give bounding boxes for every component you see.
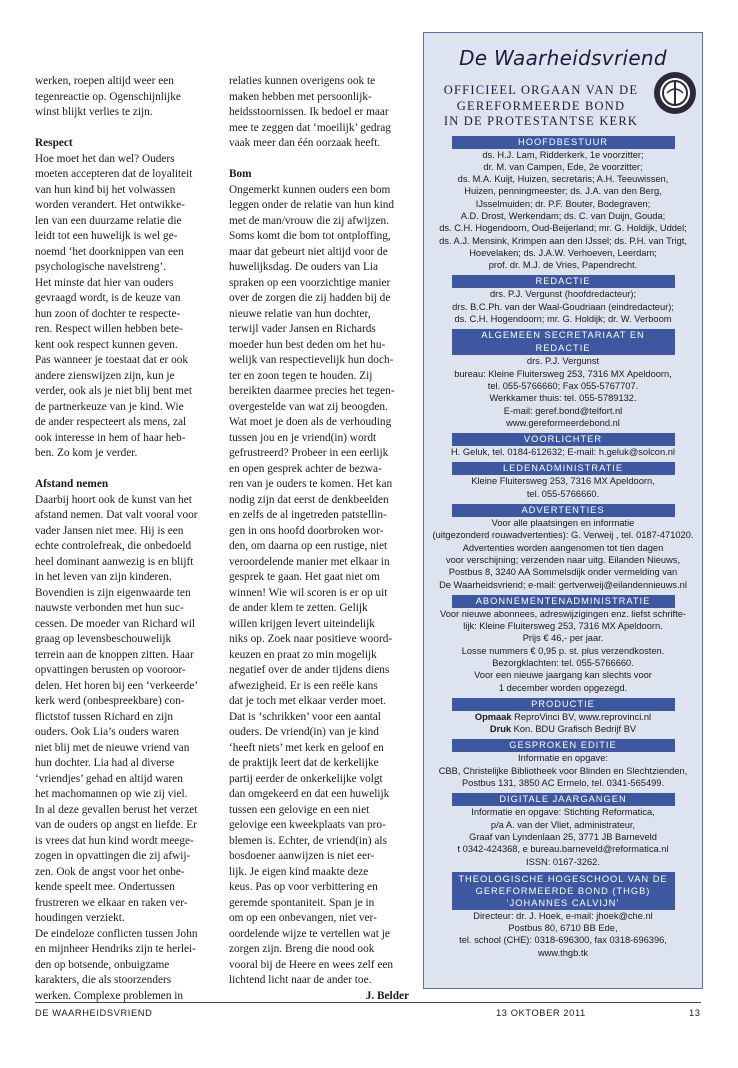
text-line: leggen onder de relatie van hun kind xyxy=(229,199,395,211)
section-heading-text: ADVERTENTIES xyxy=(521,505,605,516)
text-line: de partnerkeuze van je kind. Wie xyxy=(35,400,184,413)
section-heading-text: ALGEMEEN SECRETARIAAT EN REDACTIE xyxy=(481,330,645,354)
section-body xyxy=(424,475,702,500)
text-line: den op botsende, onbuigzame xyxy=(35,958,170,971)
text-line: E-mail: geref.bond@telfort.nl xyxy=(503,405,623,416)
paragraph xyxy=(35,152,215,462)
text-line: kende speelt mee. Ondertussen xyxy=(35,881,175,893)
text-line: gevraagd wordt, is de keuze van xyxy=(35,292,181,304)
text-line: karakters, die als stoorzenders xyxy=(35,974,172,986)
text-line: om op een onbevangen, niet ver- xyxy=(229,912,377,924)
section-heading-text: DIGITALE JAARGANGEN xyxy=(499,794,627,805)
text-line: ds. C.H. Hogendoorn; mr. G. Holdijk; dr. W. Verboom xyxy=(454,314,672,325)
text-line: Advertenties worden aangenomen tot tien dagen xyxy=(462,542,664,553)
text-line: ren van je ouders te komen. Het kan xyxy=(229,478,393,490)
text-line: hun dochter. Lia had al diverse xyxy=(35,757,175,769)
text-line: zen. Ook de angst voor het onbe- xyxy=(35,865,185,878)
section-body xyxy=(424,711,702,736)
text-line: vaak meer dan één oorzaak heeft. xyxy=(229,137,381,149)
text-line: Postbus 131, 3850 AC Ermelo, tel. 0341-565499. xyxy=(461,778,665,789)
text-line: A.D. Drost, Werkendam; ds. C. van Duijn, Gouda; xyxy=(460,210,666,221)
section-body xyxy=(424,288,702,325)
text-line: prof. dr. M.J. de Vries, Papendrecht. xyxy=(488,260,638,271)
text-line: Ongemerkt kunnen ouders een bom xyxy=(229,183,391,196)
section-heading-bar xyxy=(452,739,675,752)
section-body xyxy=(424,910,702,959)
text-line: www.thgb.tk xyxy=(537,947,589,958)
text-line: Wat moet je doen als de verhouding xyxy=(229,416,392,428)
section-heading-text: GESPROKEN EDITIE xyxy=(509,740,617,751)
text-line: Bovendien is zijn eigenwaarde ten xyxy=(35,586,191,599)
text-line: De eindeloze conflicten tussen John xyxy=(35,927,198,940)
article-column-2 xyxy=(229,74,409,1004)
text-line: H. Geluk, tel. 0184-612632; E-mail: h.geluk@solcon.nl xyxy=(451,447,675,458)
colophon-section xyxy=(424,275,702,325)
text-line: kent ook respect kunnen geven. xyxy=(35,338,178,351)
text-line: ds. M.A. Kuijt, Huizen, secretaris; A.H. Teeuwissen, xyxy=(457,174,669,185)
text-line: nauwste verbonden met hun suc- xyxy=(35,602,184,614)
section-heading-text: REDACTIE xyxy=(535,276,591,287)
colophon-section xyxy=(424,793,702,867)
text-line: Informatie en opgave: Stichting Reformatica, xyxy=(471,807,655,818)
text-line: met de man/vrouw die zij afwijzen. xyxy=(229,214,389,227)
text-line: Voor een nieuwe jaargang kan slechts voor xyxy=(474,670,652,681)
section-body xyxy=(424,608,702,694)
section-heading-text: THEOLOGISCHE HOGESCHOOL VAN DE xyxy=(458,873,668,884)
text-line: ren. Respect willen hebben bete- xyxy=(35,323,183,335)
colophon-section xyxy=(424,739,702,789)
text-line: kerk werd (onbespreekbare) con- xyxy=(35,695,185,707)
text-line: vader Jansen niet mee. Hij is een xyxy=(35,524,184,537)
text-line: cessen. De moeder van Richard wil xyxy=(35,617,195,630)
text-line: de ander respecteert als mens, zal xyxy=(35,416,187,428)
section-heading-bar xyxy=(452,462,675,475)
text-line: huwelijksdag. De ouders van Lia xyxy=(229,261,379,273)
text-line: psychologische navelstreng’. xyxy=(35,261,167,273)
section-heading-text: HOOFDBESTUUR xyxy=(518,136,608,147)
text-line: Kleine Fluitersweg 253, 7316 MX Apeldoorn, xyxy=(471,476,655,487)
paragraph-gap xyxy=(35,462,215,478)
colophon-section xyxy=(424,698,702,736)
text-line: www.gereformeerdebond.nl xyxy=(506,417,620,428)
section-heading: Bom xyxy=(229,168,252,180)
text-line: moeten accepteren dat de loyaliteit xyxy=(35,168,193,180)
section-heading-text: LEDENADMINISTRATIE xyxy=(502,463,624,474)
text-line: over de zorgen die zij hadden bij de xyxy=(229,292,391,304)
gereformeerde-bond-seal-icon xyxy=(653,71,697,115)
article-author: J. Belder xyxy=(365,989,409,1002)
text-line: ouders. Ook Lia’s ouders waren xyxy=(35,726,179,738)
text-line: drs. P.J. Vergunst (hoofdredacteur); xyxy=(489,289,637,300)
subtitle-line: OFFICIEEL ORGAAN VAN DE xyxy=(443,83,639,97)
colophon-title: De Waarheidsvriend xyxy=(459,46,667,70)
section-body xyxy=(424,806,702,867)
text-line: bosdoener aanwijzen is niet eer- xyxy=(229,850,375,862)
text-line: partij eerder de onkerkelijke volgt xyxy=(229,772,383,785)
text-line: IJsselmuiden; dr. P.F. Bouter, Bodegraven; xyxy=(475,198,651,209)
text-line: p/a A. van der Vliet, administrateur, xyxy=(490,819,636,830)
text-line: vooral bij de Heere en wees zelf een xyxy=(229,958,394,971)
colophon-sections xyxy=(424,136,702,960)
text-line: van de ouders op angst en liefde. Er xyxy=(35,819,197,831)
text-line: zogen in opvattingen die zij afwij- xyxy=(35,850,191,862)
paragraph-gap xyxy=(229,152,409,168)
text-line: het machomannen op wie zij viel. xyxy=(35,788,188,800)
text-line: maken hebben met persoonlijk- xyxy=(229,90,372,103)
text-line: niet blij met de nieuwe vriend van xyxy=(35,741,190,754)
section-heading-text: PRODUCTIE xyxy=(531,698,595,709)
text-line: keuzen en praat zo min mogelijk xyxy=(229,648,377,661)
text-line: zorgen zijn. Breng die nood ook xyxy=(229,943,375,955)
section-heading-text: ‘JOHANNES CALVIJN’ xyxy=(506,897,620,908)
section-heading-bar xyxy=(452,504,675,517)
text-line: ds. A.J. Mensink, Krimpen aan den IJssel; ds. P.H. van Trigt, xyxy=(439,235,687,246)
paragraph xyxy=(229,183,409,989)
text-line: dan omgekeerd en dat een huwelijk xyxy=(229,788,390,800)
label-value: ReproVinci BV, www.reprovinci.nl xyxy=(511,711,652,722)
paragraph xyxy=(35,74,215,121)
text-line: en open gesprek achter de bezwa- xyxy=(229,462,382,475)
text-line: verder, ook als je niet blij bent met xyxy=(35,385,193,397)
text-line: frustreren we elkaar en raken ver- xyxy=(35,896,188,909)
text-line: Dat is ‘schrikken’ voor een aantal xyxy=(229,710,381,723)
text-line: spraken op een voorzichtige manier xyxy=(229,276,391,289)
section-heading: Respect xyxy=(35,137,73,149)
text-line: tussen een gelovige en een niet xyxy=(229,803,370,816)
text-line: Soms komt die bom tot ontploffing, xyxy=(229,230,391,242)
colophon-section xyxy=(424,462,702,500)
text-line: ds. C.H. Hogendoorn, Oud-Beijerland; mr. G. Holdijk, Uddel; xyxy=(439,223,687,234)
text-line: tel. school (CHE): 0318-696300, fax 0318-696396, xyxy=(459,935,667,946)
text-line: hun zoon of dochter te respecte- xyxy=(35,307,181,320)
text-line: (uitgezonderd rouwadvertenties): G. Verweij , tel. 0187-471020. xyxy=(432,530,694,541)
text-line: heel dominant aanwezig is en blijft xyxy=(35,555,194,568)
text-line: flictstof tussen Richard en zijn xyxy=(35,710,174,723)
text-line: tel. 055-5766660. xyxy=(526,488,600,499)
section-body xyxy=(424,752,702,789)
text-line: Voor alle plaatsingen en informatie xyxy=(491,518,635,529)
text-line: werken, roepen altijd weer een xyxy=(35,75,174,87)
text-line: Losse nummers € 0,95 p. st. plus verzendkosten. xyxy=(461,645,665,656)
text-line: delen. Het horen bij een ‘verkeerde’ xyxy=(35,679,199,692)
label-bold: Druk xyxy=(489,724,512,735)
text-line: negatief over de ander tijdens diens xyxy=(229,664,390,676)
text-line: in het leven van zijn kinderen. xyxy=(35,571,172,583)
text-line: heidsstoornissen. Ik bedoel er maar xyxy=(229,106,389,118)
section-heading-bar xyxy=(452,329,675,355)
colophon-section xyxy=(424,872,702,959)
text-line: mee te zeggen dat ‘moeilijk’ gedrag xyxy=(229,121,391,134)
text-line: gelovige een kweekplaats van pro- xyxy=(229,819,386,831)
text-line: Postbus 80, 6710 BB Ede, xyxy=(508,923,618,934)
text-line: tel. 055-5766660; Fax 055-5767707. xyxy=(487,380,639,391)
text-line: Huizen, penningmeester; ds. J.A. van den Berg, xyxy=(464,186,662,197)
text-line: afstand nemen. Dat valt vooral voor xyxy=(35,509,198,521)
text-line: niks op. Zoek naar positieve woord- xyxy=(229,633,393,645)
text-line: noemd ‘het doorknippen van een xyxy=(35,245,184,258)
text-line: gen in ons hoofd doorbroken wor- xyxy=(229,524,384,537)
text-line xyxy=(424,723,702,735)
text-line: graag op levensbeschouwelijk xyxy=(35,633,172,645)
section-heading-bar xyxy=(452,595,675,608)
text-line: Prijs € 46,- per jaar. xyxy=(522,633,604,644)
text-line: worden verandert. Het ontwikke- xyxy=(35,199,185,211)
text-line: nieuwe relatie van hun dochter, xyxy=(229,307,371,320)
text-line: andere zienswijzen zijn, kun je xyxy=(35,369,175,382)
text-line: opvattingen berusten op vooroor- xyxy=(35,664,186,676)
text-line: Hoe moet het dan wel? Ouders xyxy=(35,152,175,165)
text-line: ter en zoon tegen te houden. Zij xyxy=(229,369,373,382)
section-heading-text: VOORLICHTER xyxy=(523,434,603,445)
section-body xyxy=(424,446,702,458)
text-line: winst blijkt verlies te zijn. xyxy=(35,106,153,118)
text-line: Pas wanneer je toestaat dat er ook xyxy=(35,354,189,366)
text-line: ben. Zo kom je verder. xyxy=(35,447,138,459)
text-line: Het minste dat hier van ouders xyxy=(35,276,174,289)
text-line: geremde spontaniteit. Span je in xyxy=(229,896,375,909)
paragraph xyxy=(229,74,409,152)
text-line: Bezorgklachten: tel. 055-5766660. xyxy=(492,658,634,668)
text-line: blemen is. Echter, de vriend(in) als xyxy=(229,834,387,847)
text-line: voor verschijning; verzenden naar uitg. Eilanden Nieuws, xyxy=(445,554,681,565)
text-line: Postbus 8, 3240 AA Sommelsdijk onder vermelding van xyxy=(448,567,678,578)
text-line: den, om daarna op een rustige, niet xyxy=(229,540,388,552)
text-line: De Waarheidsvriend; e-mail: gertverweij@eilandennieuws.nl xyxy=(439,579,687,590)
text-line: leidt tot een huwelijk is wel ge- xyxy=(35,230,178,242)
text-line: gesprek te gaan. Het gaat niet om xyxy=(229,571,380,583)
text-line: dat je toch met elkaar verder moet. xyxy=(229,695,387,707)
text-line: winnen! Wie wil scoren is er op uit xyxy=(229,586,388,599)
section-heading-bar xyxy=(452,793,675,806)
article-column-1 xyxy=(35,74,215,1004)
text-line: van hun kind bij het volwassen xyxy=(35,183,176,196)
footer-magazine-name: DE WAARHEIDSVRIEND xyxy=(35,1008,153,1018)
text-line: maar dat gebeurt niet altijd voor de xyxy=(229,245,388,258)
text-line: Hoevelaken; ds. J.A.W. Verhoeven, Leerdam; xyxy=(469,247,657,258)
section-heading-bar xyxy=(452,698,675,711)
colophon-section xyxy=(424,329,702,429)
text-line: oordelende wijze te vertellen wat je xyxy=(229,927,390,940)
label-value: Kon. BDU Grafisch Bedrijf BV xyxy=(511,724,637,735)
text-line: ouders. De vriend(in) van je kind xyxy=(229,726,379,738)
text-line: drs. P.J. Vergunst xyxy=(526,356,600,367)
text-line: ‘heeft niets’ met kerk en geloof en xyxy=(229,741,384,754)
text-line: keus. Pas op voor verbittering en xyxy=(229,881,378,893)
section-heading-text: GEREFORMEERDE BOND (THGB) xyxy=(475,885,651,896)
text-line: welijk van respectievelijk hun doch- xyxy=(229,354,394,366)
text-line: Voor nieuwe abonnees, adreswijzigingen enz. liefst schrifte- xyxy=(440,608,686,619)
text-line: Werkkamer thuis: tel. 055-5789132. xyxy=(489,393,637,404)
text-line: lijk. Je eigen kind maakte deze xyxy=(229,865,369,878)
text-line: 1 december worden opgezegd. xyxy=(498,682,628,693)
text-line: tegenreactie op. Ogenschijnlijke xyxy=(35,90,181,103)
text-line: de ander klem te zetten. Gelijk xyxy=(229,602,368,614)
text-line: drs. B.C.Ph. van der Waal-Goudriaan (eindredacteur); xyxy=(452,301,674,312)
text-line: terwijl vader Jansen en Richards xyxy=(229,323,376,335)
text-line: bureau: Kleine Fluitersweg 253, 7316 MX Apeldoorn, xyxy=(454,368,672,379)
text-line: afwezigheid. Er is een reële kans xyxy=(229,679,378,692)
text-line: overgestelde van wat zij beoogden. xyxy=(229,400,388,413)
colophon-box xyxy=(423,32,703,989)
section-heading-bar xyxy=(452,872,675,910)
section-body xyxy=(424,355,702,429)
text-line: de praktijk leert dat de kerkelijke xyxy=(229,757,379,769)
section-heading-text: ABONNEMENTENADMINISTRATIE xyxy=(475,595,651,606)
text-line: dr. M. van Campen, Ede, 2e voorzitter; xyxy=(483,161,643,172)
text-line: ISSN: 0167-3262. xyxy=(526,856,600,867)
text-line: ‘vriendjes’ gehad en altijd waren xyxy=(35,772,183,785)
colophon-section xyxy=(424,504,702,591)
text-line: lijk: Kleine Fluitersweg 253, 7316 MX Apeldoorn. xyxy=(463,621,663,632)
section-heading-bar xyxy=(452,275,675,288)
section-heading-bar xyxy=(452,433,675,446)
text-line: relaties kunnen overigens ook te xyxy=(229,75,376,87)
text-line: werken. Complexe problemen in xyxy=(35,989,184,1002)
section-body xyxy=(424,517,702,591)
text-line xyxy=(424,711,702,723)
text-line: ook interesse in hem of haar heb- xyxy=(35,431,186,444)
text-line: CBB, Christelijke Bibliotheek voor Blinden en Slechtzienden, xyxy=(438,765,688,776)
text-line: bereikten daarmee precies het tegen- xyxy=(229,385,395,397)
text-line: ds. H.J. Lam, Ridderkerk, 1e voorzitter; xyxy=(482,149,644,160)
footer-page-number: 13 xyxy=(689,1008,701,1018)
text-line: t 0342-424368, e bureau.barneveld@reformatica.nl xyxy=(457,844,669,855)
section-body xyxy=(424,149,702,272)
colophon-section xyxy=(424,136,702,272)
colophon-section xyxy=(424,433,702,458)
text-line: In al deze gevallen berust het verzet xyxy=(35,803,198,816)
text-line: veroordelende manier met elkaar in xyxy=(229,555,390,568)
text-line: Graaf van Lyndenlaan 25, 3771 JB Barneveld xyxy=(469,831,657,842)
text-line: nodig zijn dat eerst de denkbeelden xyxy=(229,493,389,506)
text-line: en mijnheer Hendriks zijn te herlei- xyxy=(35,943,196,955)
text-line: en zelfs de al ingetreden patstellin- xyxy=(229,509,387,521)
text-line: willen krijgen levert uiteindelijk xyxy=(229,617,375,630)
text-line: len van een duurzame relatie die xyxy=(35,214,182,227)
paragraph-gap xyxy=(35,121,215,137)
paragraph xyxy=(35,493,215,1005)
text-line: is vrees dat hun kind wordt meege- xyxy=(35,834,194,847)
text-line: lichtend licht naar de ander toe. xyxy=(229,974,372,986)
text-line: gefrustreerd? Probeer in een eerlijk xyxy=(229,447,389,459)
footer-date: 13 OKTOBER 2011 xyxy=(496,1008,586,1018)
text-line: houdingen verziekt. xyxy=(35,912,125,924)
text-line: echte controlefreak, die onbedoeld xyxy=(35,540,192,552)
colophon-section xyxy=(424,595,702,694)
text-line: tussen jou en je vriend(in) wordt xyxy=(229,431,377,444)
text-line: moeder hun best deden om het hu- xyxy=(229,338,386,351)
label-bold: Opmaak xyxy=(474,711,512,722)
subtitle-line: GEREFORMEERDE BOND xyxy=(456,98,626,113)
text-line: Directeur: dr. J. Hoek, e-mail: jhoek@che.nl xyxy=(473,910,653,921)
subtitle-line: IN DE PROTESTANTSE KERK xyxy=(443,114,639,128)
section-heading-bar xyxy=(452,136,675,149)
text-line: Daarbij hoort ook de kunst van het xyxy=(35,493,192,506)
text-line: Informatie en opgave: xyxy=(518,753,608,764)
footer-rule xyxy=(35,1002,701,1003)
text-line: terrein aan de knoppen zitten. Haar xyxy=(35,648,194,661)
section-heading: Afstand nemen xyxy=(35,478,109,490)
